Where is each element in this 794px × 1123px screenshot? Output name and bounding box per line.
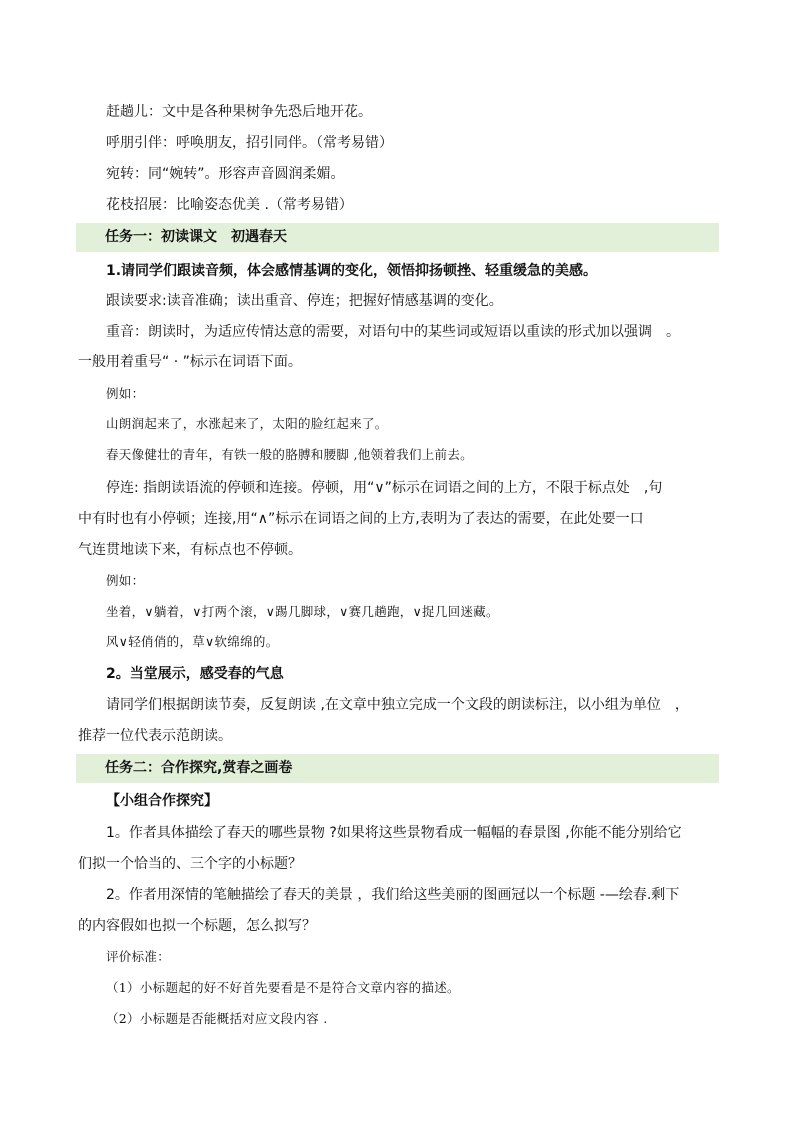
- section-heading: 任务二：合作探究,赏春之画卷: [105, 760, 293, 776]
- paragraph: 重音：朗读时，为适应传情达意的需要，对语句中的某些词或短语以重读的形式加以强调 。: [106, 324, 680, 340]
- group-label: 【小组合作探究】: [106, 793, 218, 809]
- paragraph: 们拟一个恰当的、三个字的小标题？: [78, 856, 302, 872]
- example-label: 例如：: [106, 386, 145, 401]
- vocab-item: 赶趟儿：文中是各种果树争先恐后地开花。: [106, 104, 372, 120]
- criteria-item: （1）小标题起的好不好首先要看是不是符合文章内容的描述。: [106, 980, 460, 995]
- section-heading-bar: [76, 754, 719, 783]
- vocab-item: 宛转：同“婉转”。形容声音圆润柔媚。: [106, 166, 345, 182]
- section-heading-bar: [76, 223, 719, 252]
- criteria-label: 评价标准：: [106, 949, 171, 964]
- example-text: 春天像健壮的青年，有铁一般的胳膊和腰脚 ,他领着我们上前去。: [106, 447, 473, 462]
- paragraph: 的内容假如也拟一个标题，怎么拟写？: [78, 918, 316, 934]
- paragraph: 2。作者用深情的笔触描绘了春天的美景 ，我们给这些美丽的图画冠以一个标题 -—绘春.剩下: [106, 887, 680, 903]
- example-text: 山朗润起来了，水涨起来了，太阳的脸红起来了。: [106, 416, 388, 431]
- example-text: 坐着，∨躺着，∨打两个滚，∨踢几脚球，∨赛几趟跑，∨捉几回迷藏。: [106, 604, 499, 619]
- paragraph: 停连: 指朗读语流的停顿和连接。停顿，用“∨”标示在词语之间的上方，不限于标点处 ,句: [106, 480, 663, 496]
- paragraph: 中有时也有小停顿；连接,用“∧”标示在词语之间的上方,表明为了表达的需要，在此处要一口: [78, 511, 644, 527]
- vocab-item: 花枝招展：比喻姿态优美 .（常考易错）: [106, 197, 353, 213]
- section-heading: 任务一：初读课文 初遇春天: [105, 229, 287, 245]
- paragraph: 请同学们根据朗读节奏，反复朗读 ,在文章中独立完成一个文段的朗读标注，以小组为单位 ，: [106, 697, 689, 713]
- paragraph: 推荐一位代表示范朗读。: [78, 728, 232, 744]
- paragraph: 气连贯地读下来，有标点也不停顿。: [78, 542, 302, 558]
- criteria-item: （2）小标题是否能概括对应文段内容 .: [106, 1011, 328, 1026]
- question: 1.请同学们跟读音频，体会感情基调的变化，领悟抑扬顿挫、轻重缓急的美感。: [106, 263, 598, 279]
- example-text: 风∨轻俏俏的，草∨软绵绵的。: [106, 634, 279, 649]
- paragraph: 跟读要求:读音准确；读出重音、停连；把握好情感基调的变化。: [106, 293, 503, 309]
- paragraph: 一般用着重号“ · ”标示在词语下面。: [78, 354, 302, 370]
- vocab-item: 呼朋引伴：呼唤朋友，招引同伴。（常考易错）: [106, 135, 393, 151]
- example-label: 例如：: [106, 573, 145, 588]
- question: 2。当堂展示，感受春的气息: [106, 666, 284, 682]
- paragraph: 1。作者具体描绘了春天的哪些景物 ?如果将这些景物看成一幅幅的春景图 ,你能不能分别给它: [106, 825, 682, 841]
